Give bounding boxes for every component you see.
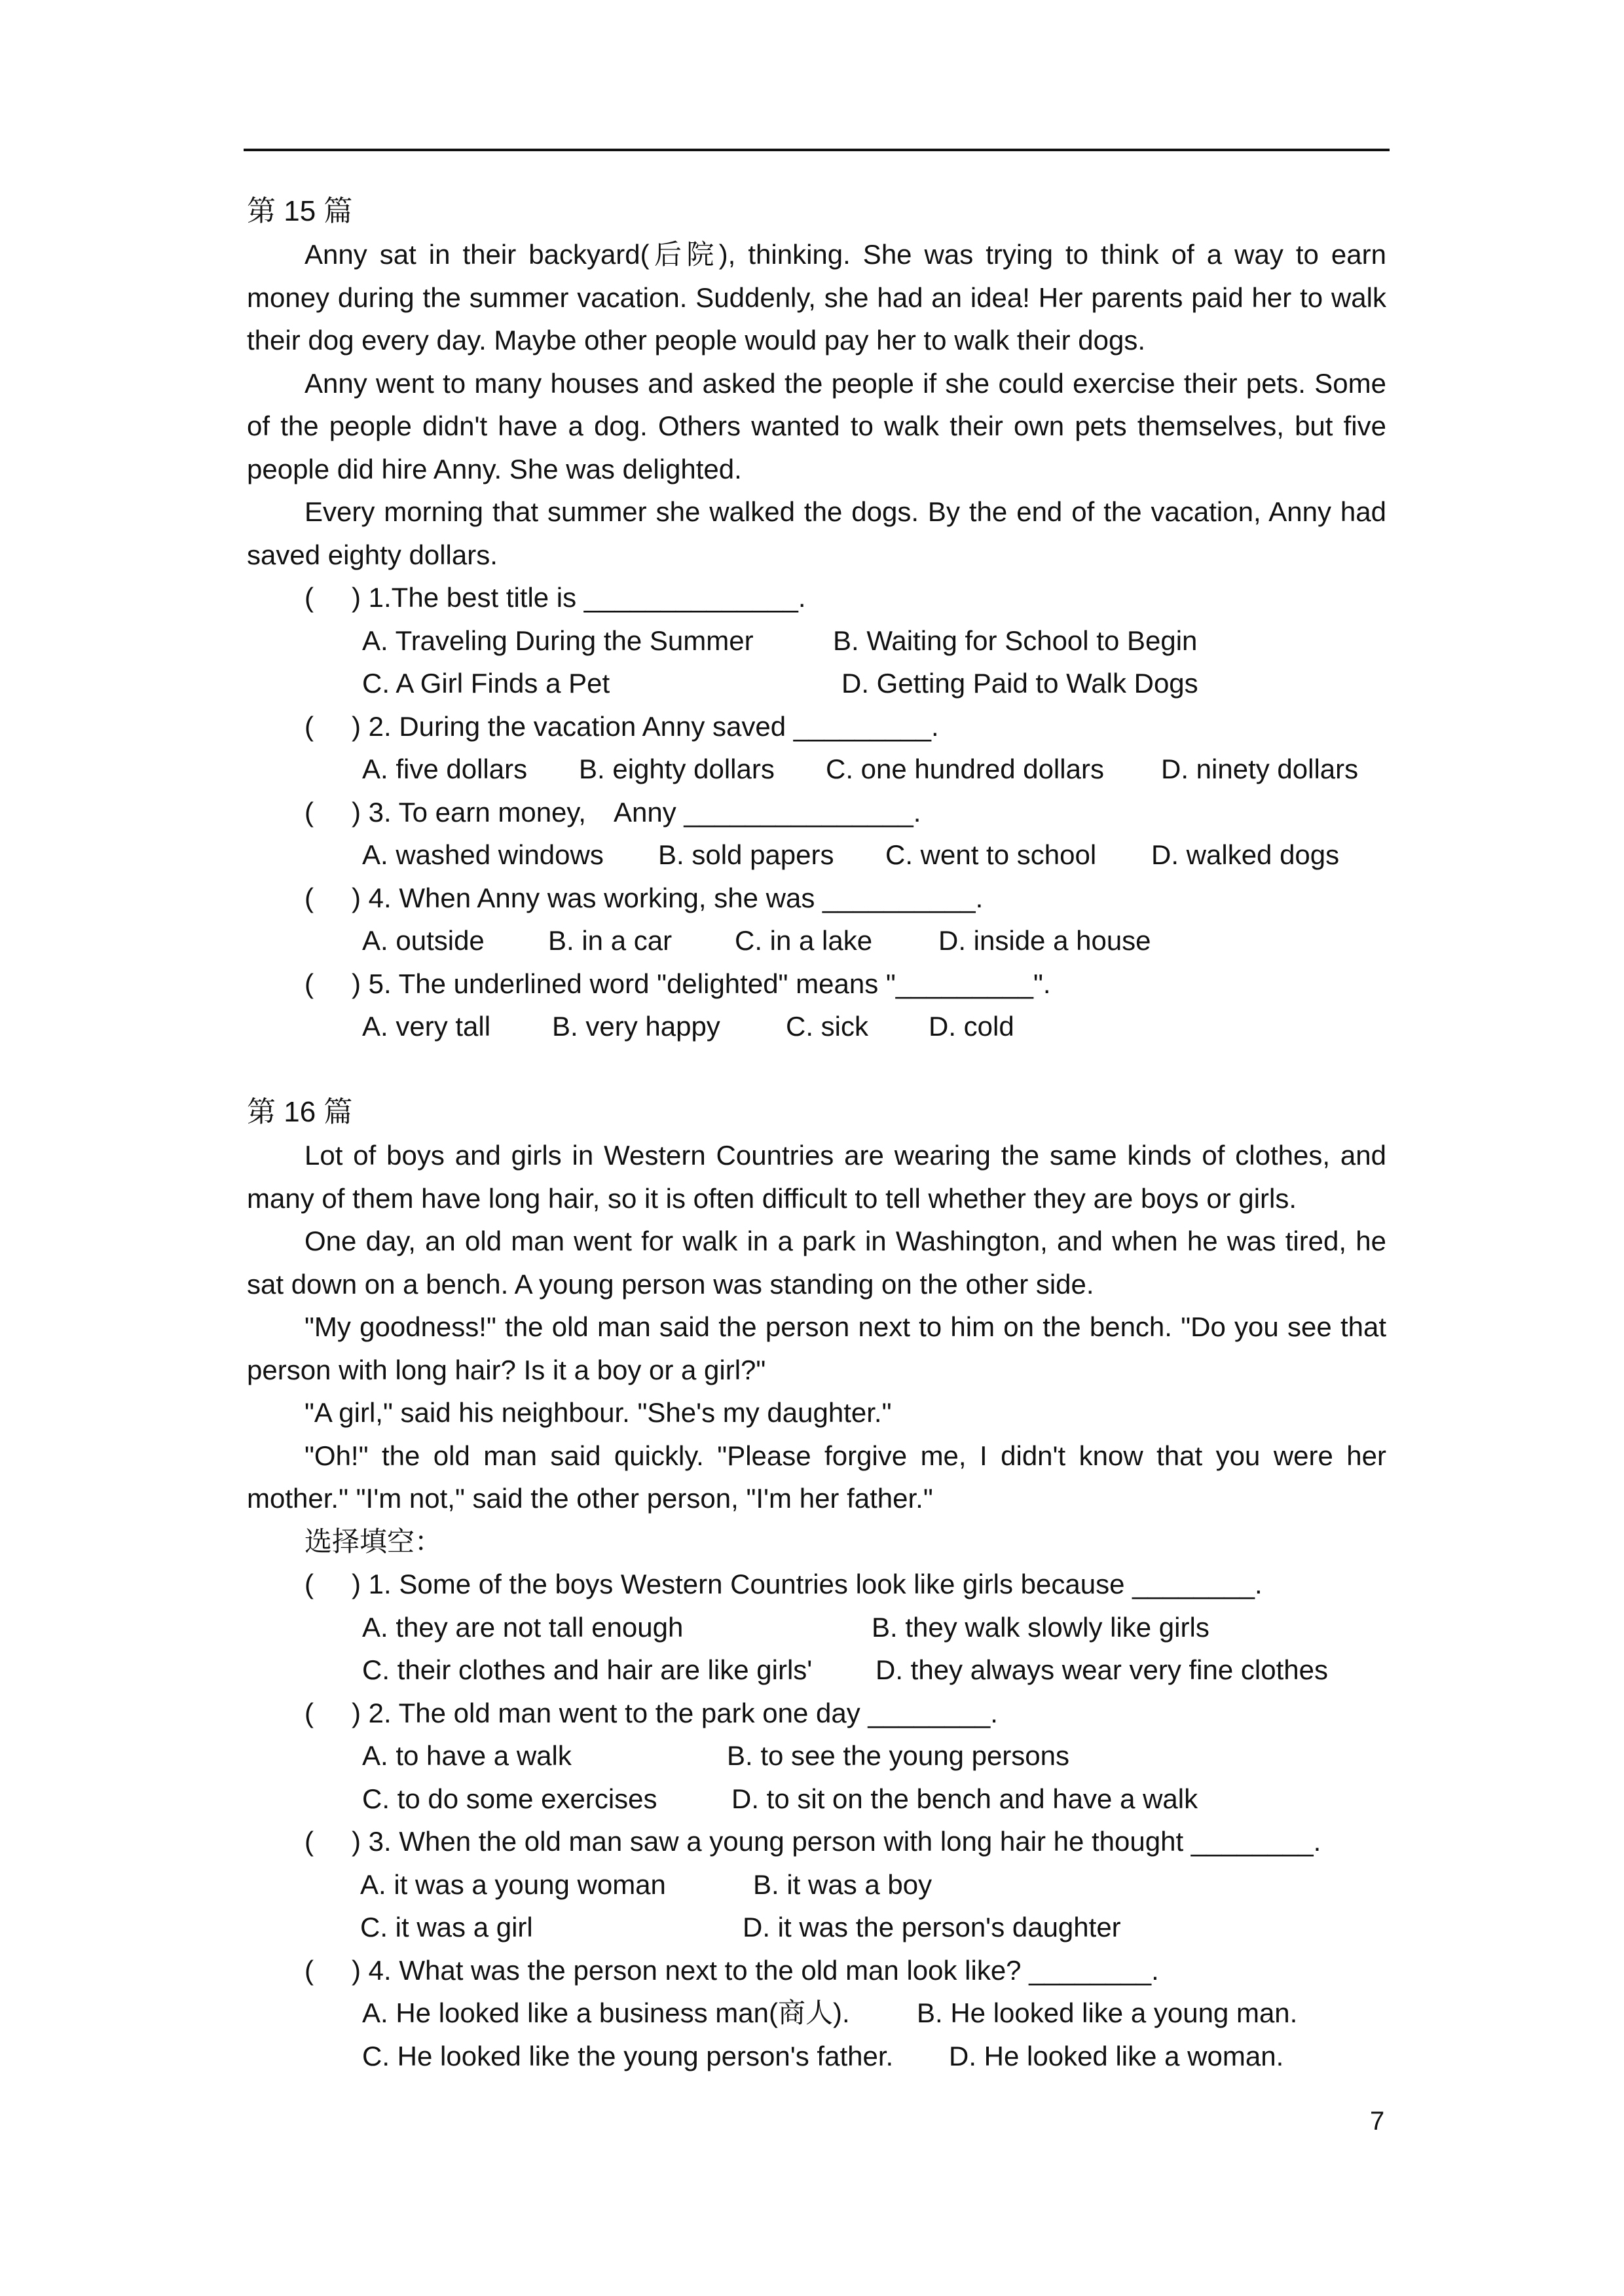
question-stem: ) 5. The underlined word "delighted" means "_________". — [352, 968, 1051, 999]
option-b[interactable]: B. they walk slowly like girls — [872, 1611, 1209, 1643]
option-b[interactable]: B. He looked like a young man. — [917, 1997, 1298, 2028]
option-c[interactable]: C. A Girl Finds a Pet — [362, 668, 610, 699]
p16-q1-options-row-1 — [247, 1606, 1386, 1649]
passage-15-heading: 第 15 篇 — [247, 195, 353, 227]
p16-question-1 — [247, 1563, 1386, 1606]
page-content — [247, 190, 1386, 2077]
question-stem: ) 2. During the vacation Anny saved _________. — [352, 710, 939, 742]
answer-blank[interactable]: ( — [304, 1697, 314, 1728]
p16-q1-options-row-2 — [247, 1649, 1386, 1692]
p15-question-3 — [247, 791, 1386, 834]
question-stem: ) 1.The best title is ______________. — [352, 582, 806, 613]
passage-16-paragraph-3: "My goodness!" the old man said the person next to him on the bench. "Do you see that person with long hair? Is it a boy or a girl?" — [247, 1311, 1386, 1385]
passage-16-instruction-row — [247, 1520, 1386, 1563]
p16-question-3 — [247, 1820, 1386, 1863]
p16-q4-options-row-1 — [247, 1992, 1386, 2035]
answer-blank[interactable]: ( — [304, 1569, 314, 1599]
option-b[interactable]: B. very happy — [552, 1011, 720, 1042]
option-a[interactable]: A. washed windows — [362, 839, 604, 870]
p15-question-2 — [247, 705, 1386, 748]
option-c[interactable]: C. their clothes and hair are like girls' — [362, 1654, 813, 1685]
answer-blank[interactable]: ( — [304, 1954, 314, 1986]
option-a[interactable]: A. to have a walk — [362, 1740, 572, 1771]
option-a[interactable]: A. five dollars — [362, 754, 528, 784]
p15-q4-options — [247, 919, 1386, 962]
p16-question-4 — [247, 1949, 1386, 1992]
option-a[interactable]: A. He looked like a business man(商人). — [362, 1997, 850, 2028]
option-d[interactable]: D. inside a house — [938, 925, 1151, 956]
passage-16-paragraph-1: Lot of boys and girls in Western Countries are wearing the same kinds of clothes, and many of them have long hair, so it is often difficult to tell whether they are boys or girls. — [247, 1140, 1386, 1214]
option-b[interactable]: B. sold papers — [658, 839, 834, 870]
option-b[interactable]: B. it was a boy — [753, 1868, 932, 1900]
p16-q4-options-row-2 — [247, 2035, 1386, 2078]
p16-q3-options-row-1 — [247, 1863, 1386, 1906]
option-b[interactable]: B. in a car — [548, 925, 673, 956]
passage-16-paragraph-4: "A girl," said his neighbour. "She's my daughter." — [304, 1397, 892, 1428]
option-c[interactable]: C. He looked like the young person's father. — [362, 2040, 894, 2071]
p16-question-2 — [247, 1692, 1386, 1735]
section-spacer — [247, 1048, 1386, 1091]
question-stem: ) 1. Some of the boys Western Countries look like girls because ________. — [352, 1569, 1263, 1599]
option-c[interactable]: C. in a lake — [735, 925, 873, 956]
question-stem: ) 4. When Anny was working, she was __________. — [352, 882, 984, 913]
p16-q2-options-row-2 — [247, 1777, 1386, 1821]
passage-16-heading: 第 16 篇 — [247, 1096, 353, 1128]
p15-question-4 — [247, 877, 1386, 920]
question-stem: ) 3. When the old man saw a young person with long hair he thought ________. — [352, 1826, 1321, 1857]
question-stem: ) 4. What was the person next to the old man look like? ________. — [352, 1954, 1159, 1986]
option-b[interactable]: B. eighty dollars — [579, 754, 775, 784]
header-rule — [244, 149, 1390, 151]
option-d[interactable]: D. Getting Paid to Walk Dogs — [841, 668, 1198, 699]
option-d[interactable]: D. cold — [929, 1011, 1014, 1042]
option-d[interactable]: D. He looked like a woman. — [949, 2040, 1284, 2071]
option-d[interactable]: D. it was the person's daughter — [743, 1912, 1121, 1942]
option-a[interactable]: A. outside — [362, 925, 485, 956]
passage-15-paragraph-1: Anny sat in their backyard(后院), thinking. She was trying to think of a way to earn money during the summer vacation. Suddenly, she had an idea! Her parents paid her to walk their dog every day. Maybe other people would pay her to walk their dogs. — [247, 239, 1386, 355]
option-c[interactable]: C. it was a girl — [360, 1912, 533, 1942]
option-d[interactable]: D. they always wear very fine clothes — [876, 1654, 1328, 1685]
option-a[interactable]: A. Traveling During the Summer — [362, 625, 754, 656]
passage-15-paragraph-3: Every morning that summer she walked the dogs. By the end of the vacation, Anny had saved eighty dollars. — [247, 496, 1386, 570]
answer-blank[interactable]: ( — [304, 582, 314, 613]
answer-blank[interactable]: ( — [304, 710, 314, 742]
option-d[interactable]: D. walked dogs — [1151, 839, 1340, 870]
option-c[interactable]: C. went to school — [885, 839, 1097, 870]
instruction: 选择填空： — [304, 1525, 443, 1558]
answer-blank[interactable]: ( — [304, 882, 314, 913]
answer-blank[interactable]: ( — [304, 968, 314, 999]
option-d[interactable]: D. to sit on the bench and have a walk — [731, 1783, 1198, 1814]
answer-blank[interactable]: ( — [304, 1826, 314, 1857]
option-a[interactable]: A. very tall — [362, 1011, 491, 1042]
option-d[interactable]: D. ninety dollars — [1161, 754, 1359, 784]
p15-q2-options — [247, 748, 1386, 791]
p15-question-1 — [247, 576, 1386, 619]
question-stem: ) 2. The old man went to the park one day ________. — [352, 1697, 998, 1728]
p16-q2-options-row-1 — [247, 1734, 1386, 1777]
option-b[interactable]: B. to see the young persons — [727, 1740, 1070, 1771]
option-c[interactable]: C. sick — [786, 1011, 868, 1042]
p15-q1-options-row-1 — [247, 619, 1386, 663]
p16-q3-options-row-2 — [247, 1906, 1386, 1949]
passage-15-paragraph-2: Anny went to many houses and asked the people if she could exercise their pets. Some of the people didn't have a dog. Others wanted to walk their own pets themselves, but five people did hire Anny. She was delighted. — [247, 367, 1386, 484]
option-c[interactable]: C. to do some exercises — [362, 1783, 657, 1814]
option-a[interactable]: A. it was a young woman — [360, 1868, 666, 1900]
passage-16-paragraph-2: One day, an old man went for walk in a park in Washington, and when he was tired, he sat down on a bench. A young person was standing on the other side. — [247, 1226, 1386, 1300]
p15-q5-options — [247, 1005, 1386, 1048]
passage-16-paragraph-5: "Oh!" the old man said quickly. "Please forgive me, I didn't know that you were her mother." "I'm not," said the other person, "I'm her father." — [247, 1440, 1386, 1514]
question-stem: ) 3. To earn money, Anny _______________. — [352, 796, 921, 828]
p15-question-5 — [247, 962, 1386, 1006]
answer-blank[interactable]: ( — [304, 796, 314, 828]
option-c[interactable]: C. one hundred dollars — [826, 754, 1104, 784]
option-a[interactable]: A. they are not tall enough — [362, 1611, 684, 1643]
page-number: 7 — [1370, 2107, 1385, 2136]
p15-q3-options — [247, 833, 1386, 877]
option-b[interactable]: B. Waiting for School to Begin — [833, 625, 1198, 656]
p15-q1-options-row-2 — [247, 662, 1386, 705]
